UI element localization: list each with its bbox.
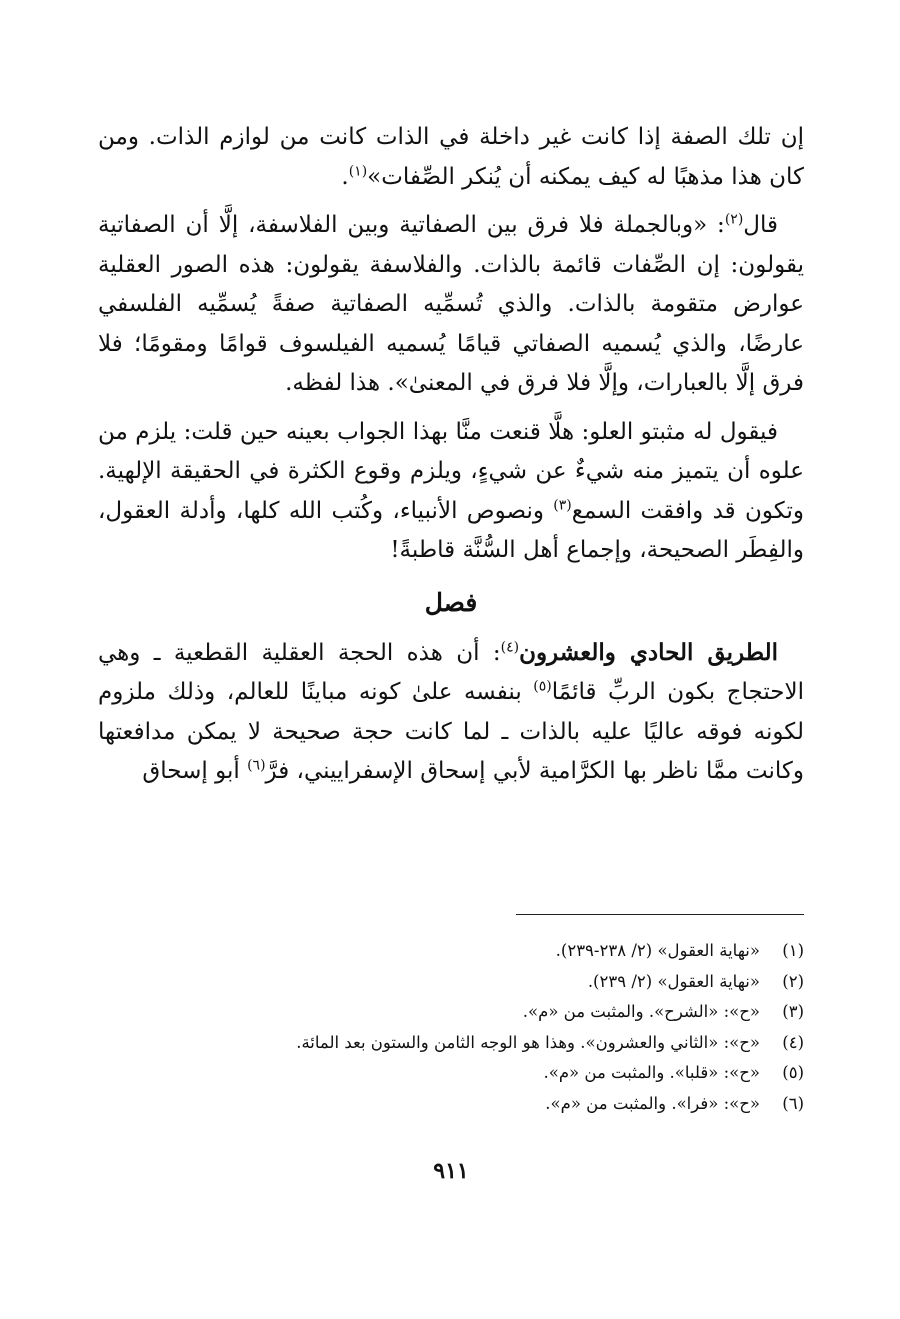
paragraph-text: . [341, 163, 349, 190]
footnote-number: (٥) [782, 1063, 804, 1082]
paragraph-text: أبو إسحاق [142, 758, 248, 784]
footnote-number: (١) [782, 941, 804, 960]
paragraph-text: بنفسه علىٰ كونه مباينًا للعالم، وذلك ملزوم لكونه فوقه عاليًا عليه بالذات ـ لما كانت حجة صحيحة لا يمكن مدافعتها وكانت ممَّا ناظر بها الكرَّامية لأبي إسحاق الإسفراييني، فرَّ [98, 679, 804, 784]
footnote-ref[interactable]: (٣) [553, 496, 572, 513]
footnotes-list [98, 936, 804, 1119]
book-page [98, 118, 804, 1238]
footnote-divider [516, 914, 804, 915]
footnote-item [98, 997, 804, 1028]
footnote-number: (٣) [782, 1002, 804, 1021]
footnote-number: (٦) [782, 1093, 804, 1113]
footnote-item [98, 936, 804, 967]
footnote-item [98, 1028, 804, 1059]
paragraph-2 [98, 206, 804, 404]
section-lead-title: الطريق الحادي والعشرون [519, 638, 778, 666]
paragraph-4 [98, 633, 804, 792]
footnote-ref[interactable]: (٢) [724, 211, 744, 228]
paragraph-text: فيقول له مثبتو العلو: هلَّا قنعت منَّا بهذا الجواب بعينه حين قلت: يلزم من علوه أن يتميز منه شيءٌ عن شيءٍ، ويلزم وقوع الكثرة في الحقيقة الإلهية. وتكون قد وافقت السمع [98, 418, 804, 524]
footnote-text: «نهاية العقول» (٢/ ٢٣٨-٢٣٩). [555, 941, 760, 960]
footnote-ref[interactable]: (٤) [500, 638, 520, 655]
paragraph-text: إن تلك الصفة إذا كانت غير داخلة في الذات كانت من لوازم الذات. ومن كان هذا مذهبًا له كيف يمكنه أن يُنكر الصِّفات» [98, 124, 804, 190]
footnote-text: «ح»: «قلبا». والمثبت من «م». [543, 1063, 760, 1082]
footnote-number: (٢) [782, 971, 804, 991]
page-number: ٩١١ [433, 1158, 469, 1184]
footnote-text: «ح»: «الثاني والعشرون». وهذا هو الوجه الثامن والستون بعد المائة. [296, 1032, 760, 1052]
footnote-ref[interactable]: (٥) [533, 678, 552, 695]
paragraph-lead: قال [743, 212, 778, 238]
footnote-item [98, 1058, 804, 1089]
footnote-text: «نهاية العقول» (٢/ ٢٣٩). [587, 971, 760, 991]
footnote-item [98, 1089, 804, 1120]
footnote-text: «ح»: «فرا». والمثبت من «م». [545, 1093, 760, 1113]
paragraph-text: : «وبالجملة فلا فرق بين الصفاتية وبين الفلاسفة، إلَّا أن الصفاتية يقولون: إن الصِّفات قائمة بالذات. والفلاسفة يقولون: هذه الصور العقلية عوارض متقومة بالذات. والذي تُسمِّيه الصفاتية صفةً يُسمِّيه الفلسفي عارضًا، والذي يُسميه الصفاتي قيامًا يُسميه الفيلسوف قوامًا ومقومًا؛ فلا فرق إلَّا بالعبارات، وإلَّا فلا فرق في المعنىٰ». هذا لفظه. [98, 212, 804, 396]
footnote-text: «ح»: «الشرح». والمثبت من «م». [522, 1002, 760, 1021]
paragraph-text: ونصوص الأنبياء، وكُتب الله كلها، وأدلة العقول، والفِطَر الصحيحة، وإجماع أهل السُّنَّة قاطبةً! [98, 497, 804, 563]
footnote-ref[interactable]: (٦) [247, 757, 266, 774]
paragraph-text: : أن هذه الحجة العقلية القطعية ـ وهي الاحتجاج بكون الربِّ قائمًا [98, 639, 804, 705]
footnote-item [98, 967, 804, 998]
section-heading: فصل [424, 587, 478, 617]
paragraph-3 [98, 413, 804, 571]
footnote-number: (٤) [782, 1032, 804, 1052]
paragraph-1 [98, 118, 804, 197]
footnote-ref[interactable]: (١) [348, 162, 368, 179]
